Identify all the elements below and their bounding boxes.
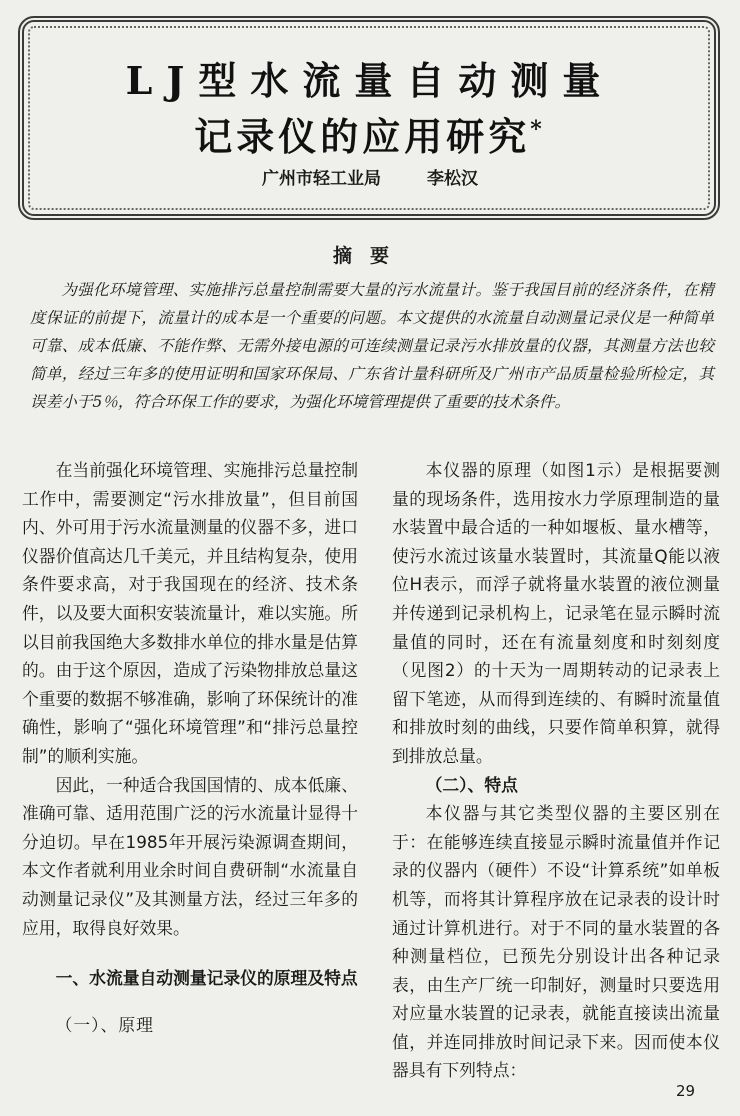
- author-line: [0, 164, 740, 189]
- subsection-heading-features: （二）、特点: [425, 774, 518, 795]
- subsection-heading-principle: （一）、原理: [55, 1014, 154, 1035]
- left-column: [22, 456, 358, 1039]
- features-paragraph: 本仪器与其它类型仪器的主要区别在于：在能够连续直接显示瞬时流量值并作记录的仪器内（硬件）不设“计算系统”如单板机等，而将其计算程序放在记录表的设计时通过计算机进行。对于不同的量水装置的各种测量档位，已预先分别设计出各种记录表，由生产厂统一印制好，测量时只要选用对应量水装置的记录表，就能直接读出流量值，并连同排放时间记录下来。因而使本仪器具有下列特点：: [392, 803, 720, 1081]
- principle-paragraph: 本仪器的原理（如图1示）是根据要测量的现场条件，选用按水力学原理制造的量水装置中最合适的一种如堰板、量水槽等，使污水流过该量水装置时，其流量Q能以液位H表示，而浮子就将量水装置的液位测量并传递到记录机构上，记录笔在显示瞬时流量值的同时，还在有流量刻度和时刻刻度（见图2）的十天为一周期转动的记录表上留下笔迹，从而得到连续的、有瞬时流量值和排放时刻的曲线，只要作简单积算，就得到排放总量。: [392, 460, 720, 766]
- intro-paragraph-2: 因此，一种适合我国国情的、成本低廉、准确可靠、适用范围广泛的污水流量计显得十分迫切。早在1985年开展污染源调查期间，本文作者就利用业余时间自费研制“水流量自动测量记录仪”及其测量方法，经过三年多的应用，取得良好效果。: [22, 774, 358, 938]
- paper-title-line-1: LJ型水流量自动测量: [125, 58, 615, 103]
- section-heading-1: 一、水流量自动测量记录仪的原理及特点: [55, 968, 358, 989]
- author-name: 李松汉: [426, 169, 478, 189]
- title-footnote-mark: *: [530, 116, 546, 143]
- intro-paragraph-1: 在当前强化环境管理、实施排污总量控制工作中，需要测定“污水排放量”，但目前国内、外可用于污水流量测量的仪器不多，进口仪器价值高达几千美元，并且结构复杂，使用条件要求高，对于我国现在的经济、技术条件，以及要大面积安装流量计，难以实施。所以目前我国绝大多数排水单位的排水量是估算的。由于这个原因，造成了污染物排放总量这个重要的数据不够准确，影响了环保统计的准确性，影响了“强化环境管理”和“排污总量控制”的顺利实施。: [22, 460, 358, 766]
- abstract-heading: 摘要: [332, 245, 407, 267]
- right-column: [392, 456, 720, 1085]
- paper-title-line-2-text: 记录仪的应用研究: [194, 114, 531, 159]
- author-affiliation: 广州市轻工业局: [262, 169, 382, 189]
- paper-title-line-2: [0, 106, 740, 161]
- page-number: 29: [676, 1082, 696, 1100]
- abstract-text: 为强化环境管理、实施排污总量控制需要大量的污水流量计。鉴于我国目前的经济条件，在精度保证的前提下，流量计的成本是一个重要的问题。本文提供的水流量自动测量记录仪是一种简单可靠、成本低廉、不能作弊、无需外接电源的可连续测量记录污水排放量的仪器，其测量方法也较简单，经过三年多的使用证明和国家环保局、广东省计量科研所及广州市产品质量检验所检定，其误差小于5％，符合环保工作的要求，为强化环境管理提供了重要的技术条件。: [30, 281, 714, 411]
